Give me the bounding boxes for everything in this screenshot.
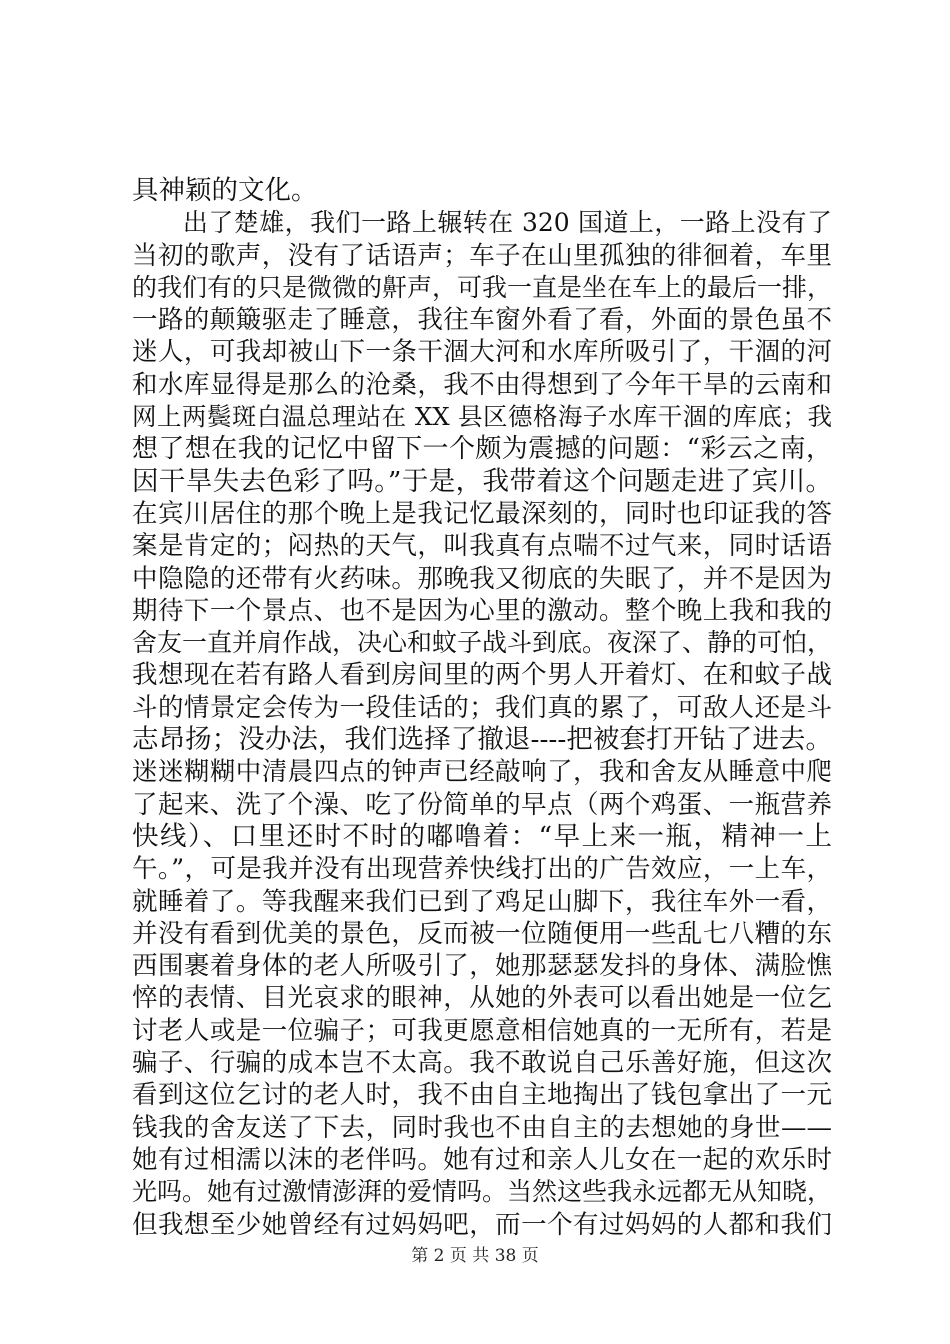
text-line: 午。”，可是我并没有出现营养快线打出的广告效应，一上车， [132, 854, 832, 885]
text-line: 并没有看到优美的景色，反而被一位随便用一些乱七八糟的东 [132, 918, 832, 949]
text-line: 了起来、洗了个澡、吃了份简单的早点（两个鸡蛋、一瓶营养 [132, 789, 832, 820]
text-line: 她有过相濡以沫的老伴吗。她有过和亲人儿女在一起的欢乐时 [132, 1144, 832, 1175]
text-line: 钱我的舍友送了下去，同时我也不由自主的去想她的身世—— [132, 1112, 832, 1143]
text-line: 当初的歌声，没有了话语声；车子在山里孤独的徘徊着，车里 [132, 240, 832, 271]
document-body [132, 175, 832, 1241]
text-line: 我想现在若有路人看到房间里的两个男人开着灯、在和蚊子战 [132, 660, 832, 691]
text-line: 看到这位乞讨的老人时，我不由自主地掏出了钱包拿出了一元 [132, 1080, 832, 1111]
text-line: 的我们有的只是微微的鼾声，可我一直是坐在车上的最后一排， [132, 272, 833, 302]
text-line: 讨老人或是一位骗子；可我更愿意相信她真的一无所有，若是 [132, 1015, 832, 1046]
text-line: 但我想至少她曾经有过妈妈吧，而一个有过妈妈的人都和我们 [132, 1209, 832, 1240]
page-footer: 第 2 页 共 38 页 [411, 1246, 539, 1266]
text-line: 光吗。她有过激情澎湃的爱情吗。当然这些我永远都无从知晓， [132, 1177, 833, 1207]
text-line: 悴的表情、目光哀求的眼神，从她的外表可以看出她是一位乞 [132, 983, 832, 1014]
text-line: 骗子、行骗的成本岂不太高。我不敢说自己乐善好施，但这次 [132, 1048, 832, 1079]
text-line: 中隐隐的还带有火药味。那晚我又彻底的失眠了，并不是因为 [132, 563, 832, 594]
text-line: 具神颖的文化。 [132, 175, 318, 206]
text-line: 西围裹着身体的老人所吸引了，她那瑟瑟发抖的身体、满脸憔 [132, 951, 832, 982]
text-line: 想了想在我的记忆中留下一个颇为震撼的问题：“彩云之南， [132, 434, 832, 465]
text-line: 因干旱失去色彩了吗。”于是，我带着这个问题走进了宾川。 [132, 465, 832, 497]
text-line: 一路的颠簸驱走了睡意，我往车窗外看了看，外面的景色虽不 [132, 305, 832, 336]
text-line: 期待下一个景点、也不是因为心里的激动。整个晚上我和我的 [132, 595, 832, 626]
text-line: 迷人，可我却被山下一条干涸大河和水库所吸引了，干涸的河 [132, 337, 832, 368]
text-line: 快线）、口里还时不时的嘟噜着：“早上来一瓶，精神一上 [132, 820, 832, 852]
text-line: 志昂扬；没办法，我们选择了撤退----把被套打开钻了进去。 [132, 724, 832, 756]
text-line: 网上两鬓斑白温总理站在 XX 县区德格海子水库干涸的库底；我 [132, 402, 832, 432]
text-line: 迷迷糊糊中清晨四点的钟声已经敲响了，我和舍友从睡意中爬 [132, 757, 832, 788]
text-line: 舍友一直并肩作战，决心和蚊子战斗到底。夜深了、静的可怕， [132, 628, 833, 658]
text-line: 斗的情景定会传为一段佳话的；我们真的累了，可敌人还是斗 [132, 692, 832, 723]
text-line: 和水库显得是那么的沧桑，我不由得想到了今年干旱的云南和 [132, 369, 832, 400]
text-line: 在宾川居住的那个晚上是我记忆最深刻的，同时也印证我的答 [132, 498, 832, 529]
text-line: 案是肯定的；闷热的天气，叫我真有点喘不过气来，同时话语 [132, 531, 832, 562]
text-line: 出了楚雄，我们一路上辗转在 320 国道上，一路上没有了 [132, 208, 832, 238]
text-line: 就睡着了。等我醒来我们已到了鸡足山脚下，我往车外一看， [132, 886, 832, 917]
